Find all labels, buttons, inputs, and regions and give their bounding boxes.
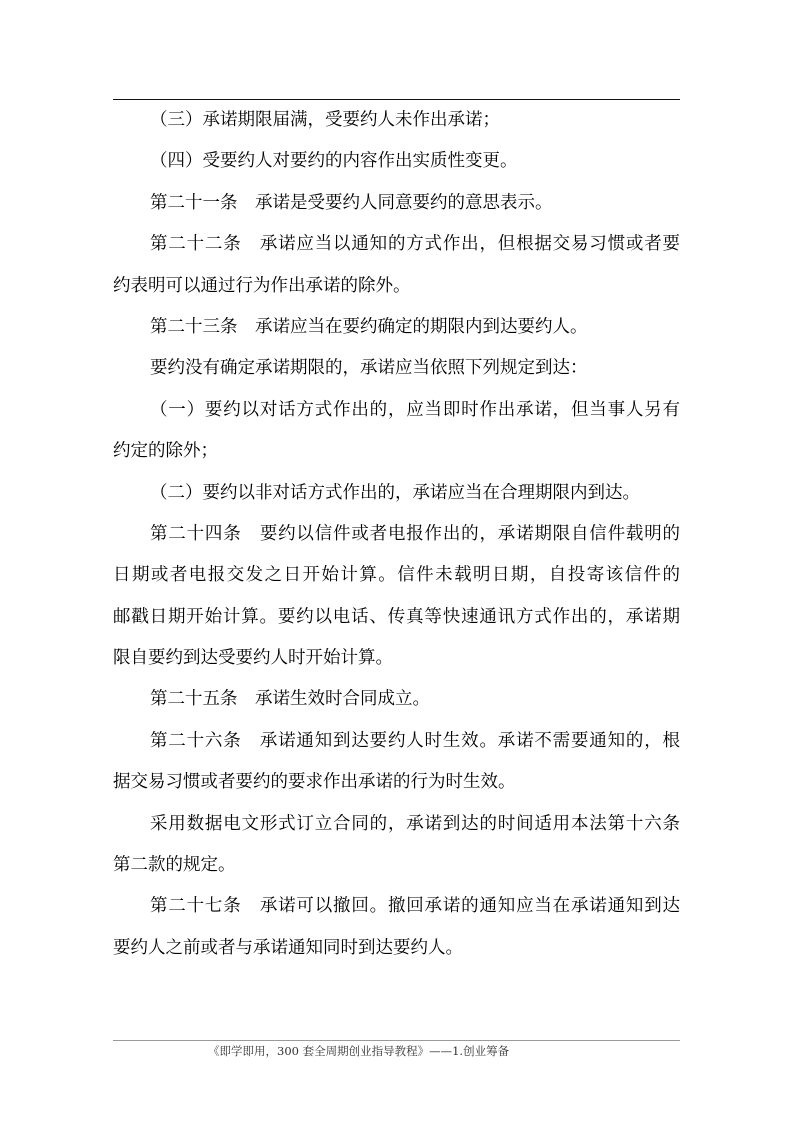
text-line: 日期或者电报交发之日开始计算。信件未载明日期，自投寄该信件的 bbox=[113, 565, 680, 586]
text-line: 第二十二条 承诺应当以通知的方式作出，但根据交易习惯或者要 bbox=[150, 234, 680, 255]
paragraph bbox=[113, 804, 680, 887]
text-line: 第二十三条 承诺应当在要约确定的期限内到达要约人。 bbox=[150, 316, 588, 337]
paragraph bbox=[113, 307, 680, 348]
paragraph bbox=[113, 224, 680, 307]
paragraph bbox=[113, 679, 680, 720]
text-line: （一）要约以对话方式作出的，应当即时作出承诺，但当事人另有 bbox=[150, 399, 680, 420]
text-line: 第二十五条 承诺生效时合同成立。 bbox=[150, 689, 430, 710]
text-line: 限自要约到达受要约人时开始计算。 bbox=[113, 648, 393, 669]
text-line: 要约人之前或者与承诺通知同时到达要约人。 bbox=[113, 937, 463, 958]
paragraph bbox=[113, 100, 680, 141]
paragraph bbox=[113, 183, 680, 224]
paragraph bbox=[113, 390, 680, 473]
text-line: 据交易习惯或者要约的要求作出承诺的行为时生效。 bbox=[113, 772, 516, 793]
paragraph bbox=[113, 348, 680, 389]
paragraph bbox=[113, 514, 680, 680]
text-line: （三）承诺期限届满，受要约人未作出承诺； bbox=[150, 110, 500, 130]
paragraph bbox=[113, 721, 680, 804]
text-line: 采用数据电文形式订立合同的，承诺到达的时间适用本法第十六条 bbox=[150, 813, 680, 834]
document-body bbox=[113, 100, 680, 969]
text-line: 邮戳日期开始计算。要约以电话、传真等快速通讯方式作出的，承诺期 bbox=[113, 606, 680, 627]
text-line: 第二十六条 承诺通知到达要约人时生效。承诺不需要通知的，根 bbox=[150, 730, 680, 751]
text-line: 第二十七条 承诺可以撤回。撤回承诺的通知应当在承诺通知到达 bbox=[150, 896, 680, 917]
paragraph bbox=[113, 886, 680, 969]
text-line: 约定的除外； bbox=[113, 441, 218, 462]
text-line: （四）受要约人对要约的内容作出实质性变更。 bbox=[150, 151, 518, 172]
text-line: 约表明可以通过行为作出承诺的除外。 bbox=[113, 275, 411, 296]
text-line: （二）要约以非对话方式作出的，承诺应当在合理期限内到达。 bbox=[150, 482, 640, 503]
footer-text: 《即学即用，300 套全周期创业指导教程》——1.创业筹备 bbox=[208, 1044, 510, 1058]
paragraph bbox=[113, 141, 680, 182]
paragraph bbox=[113, 473, 680, 514]
text-line: 第二十一条 承诺是受要约人同意要约的意思表示。 bbox=[150, 192, 553, 213]
text-line: 第二十四条 要约以信件或者电报作出的，承诺期限自信件载明的 bbox=[150, 523, 680, 544]
text-line: 第二款的规定。 bbox=[113, 855, 236, 876]
text-line: 要约没有确定承诺期限的，承诺应当依照下列规定到达： bbox=[150, 358, 588, 379]
footer-rule bbox=[113, 1040, 680, 1041]
